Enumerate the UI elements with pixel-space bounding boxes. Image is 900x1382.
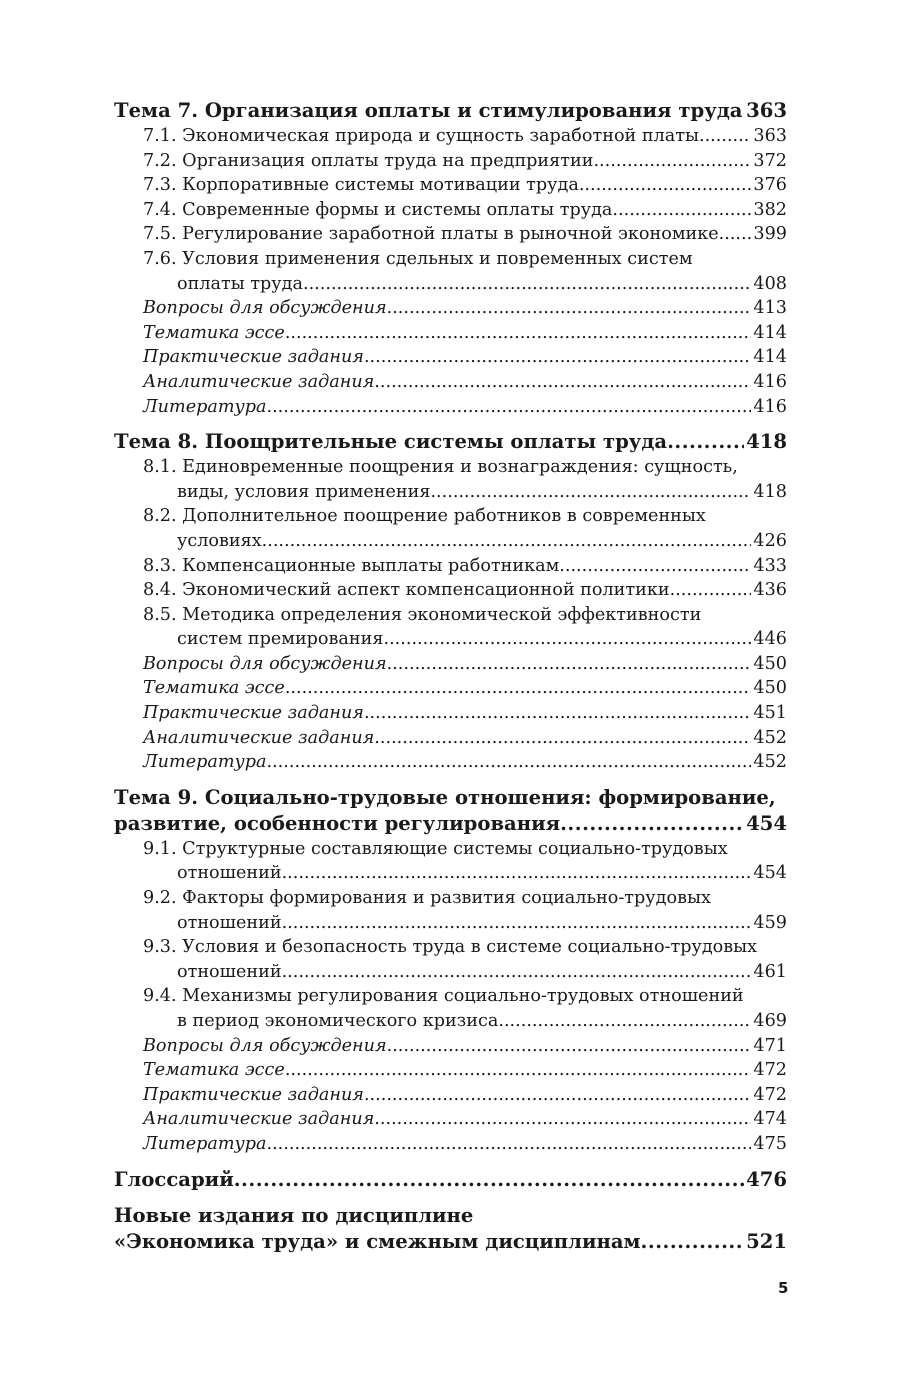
toc-extra-analytical[interactable] [143, 1107, 787, 1132]
leader-dots [387, 296, 752, 321]
toc-item[interactable] [114, 960, 787, 985]
toc-extra-title: Аналитические задания [143, 371, 375, 392]
toc-item-title: 8.4. Экономический аспект компенсационной политики [143, 580, 670, 601]
toc-page-number: 372 [753, 150, 787, 171]
leader-dots [282, 911, 752, 936]
leader-dots [670, 578, 752, 603]
toc-topic-title: Глоссарий [114, 1167, 234, 1191]
toc-item-line1[interactable]: 9.3. Условия и безопасность труда в системе социально-трудовых [143, 937, 758, 958]
toc-topic-title: развитие, особенности регулирования [114, 811, 561, 835]
toc-extra-title: Вопросы для обсуждения [143, 1035, 387, 1056]
leader-dots [234, 1167, 744, 1193]
toc-page-number: 376 [753, 175, 787, 196]
toc-page-number: 413 [753, 298, 787, 319]
toc-extra-title: Аналитические задания [143, 1109, 375, 1130]
toc-topic-8-items [114, 455, 787, 652]
toc-topic-9-extras [114, 1034, 787, 1157]
toc-extra-essay[interactable] [143, 676, 787, 701]
leader-dots [699, 124, 751, 149]
leader-dots [593, 149, 751, 174]
toc-page-number: 452 [753, 752, 787, 773]
toc-extra-questions[interactable] [143, 296, 787, 321]
toc-page-number: 418 [746, 430, 787, 454]
toc-page-number: 436 [753, 580, 787, 601]
toc-page-number: 459 [753, 912, 787, 933]
toc-item-title: оплаты труда [177, 273, 303, 294]
toc-extra-title: Практические задания [143, 703, 364, 724]
toc-extra-title: Литература [143, 1133, 267, 1154]
leader-dots [579, 173, 752, 198]
toc-new-editions[interactable] [114, 1229, 787, 1255]
leader-dots [262, 529, 752, 554]
leader-dots [560, 811, 744, 837]
toc-extra-title: Тематика эссе [143, 678, 285, 699]
toc-item-title: 7.5. Регулирование заработной платы в рыночной экономике [143, 224, 719, 245]
toc-page-number: 451 [753, 703, 787, 724]
leader-dots [364, 701, 751, 726]
toc-item[interactable] [114, 149, 787, 174]
toc-page-number: 382 [753, 199, 787, 220]
toc-page-number: 363 [753, 126, 787, 146]
toc-topic-title: Тема 7. Организация оплаты и стимулирования труда [114, 99, 743, 122]
toc-extra-title: Практические задания [143, 1084, 364, 1105]
toc-item[interactable] [114, 272, 787, 297]
toc-item[interactable] [114, 480, 787, 505]
leader-dots [303, 272, 751, 297]
toc-item[interactable] [114, 124, 787, 149]
toc-extra-title: Аналитические задания [143, 727, 375, 748]
toc-item-title: отношений [177, 863, 282, 884]
table-of-contents [114, 98, 787, 1255]
toc-extra-literature[interactable] [143, 750, 787, 775]
toc-item-title: в период экономического кризиса [177, 1011, 499, 1031]
leader-dots [285, 321, 752, 346]
toc-page-number: 363 [746, 99, 787, 122]
toc-extra-practical[interactable] [143, 1083, 787, 1108]
toc-topic-7[interactable] [114, 98, 787, 124]
toc-page-number: 426 [753, 530, 787, 551]
toc-extra-title: Литература [143, 396, 267, 417]
toc-item[interactable] [114, 627, 787, 652]
toc-item-line1[interactable]: 8.2. Дополнительное поощрение работников в современных [143, 506, 706, 527]
toc-topic-9[interactable] [114, 811, 787, 837]
toc-page-number: 469 [753, 1011, 787, 1031]
toc-page-number: 408 [753, 273, 787, 294]
toc-topic-8[interactable] [114, 429, 787, 455]
leader-dots [387, 652, 752, 677]
toc-page-number: 476 [746, 1167, 787, 1191]
leader-dots [383, 627, 751, 652]
toc-page-number: 416 [753, 371, 787, 392]
leader-dots [267, 1132, 752, 1157]
toc-item-title: 7.1. Экономическая природа и сущность заработной платы [143, 126, 699, 146]
toc-topic-8-extras [114, 652, 787, 775]
toc-item[interactable] [114, 554, 787, 579]
leader-dots [374, 370, 751, 395]
toc-extra-title: Тематика эссе [143, 322, 285, 343]
toc-page-number: 450 [753, 678, 787, 699]
leader-dots [612, 198, 751, 223]
toc-item[interactable] [114, 222, 787, 247]
toc-page-number: 416 [753, 396, 787, 417]
toc-extra-title: Литература [143, 752, 267, 773]
leader-dots [641, 1229, 745, 1255]
toc-page-number: 461 [753, 961, 787, 982]
toc-extra-essay[interactable] [143, 1058, 787, 1083]
leader-dots [267, 750, 752, 775]
page-number: 5 [778, 1279, 789, 1297]
toc-item-title: отношений [177, 912, 282, 933]
leader-dots [285, 676, 752, 701]
leader-dots [559, 554, 751, 579]
toc-item[interactable] [114, 173, 787, 198]
toc-new-editions-line1[interactable]: Новые издания по дисциплине [114, 1203, 474, 1227]
toc-glossary[interactable] [114, 1167, 787, 1193]
toc-extra-essay[interactable] [143, 321, 787, 346]
toc-item-line1[interactable]: 7.6. Условия применения сдельных и повременных систем [143, 248, 693, 269]
toc-extra-title: Тематика эссе [143, 1060, 285, 1081]
toc-page-number: 450 [753, 653, 787, 674]
toc-item-title: 7.4. Современные формы и системы оплаты труда [143, 199, 613, 220]
toc-extra-literature[interactable] [143, 1132, 787, 1157]
toc-extra-questions[interactable] [143, 652, 787, 677]
leader-dots [364, 345, 751, 370]
toc-item-title: систем премирования [177, 629, 384, 650]
toc-page-number: 474 [753, 1109, 787, 1130]
toc-item-line1[interactable]: 9.2. Факторы формирования и развития социально-трудовых [143, 888, 711, 909]
leader-dots [267, 395, 752, 420]
toc-item-title: 7.2. Организация оплаты труда на предприятии [143, 150, 594, 171]
toc-page-number: 399 [753, 224, 787, 245]
toc-page-number: 454 [753, 863, 787, 884]
leader-dots [374, 1107, 751, 1132]
toc-page-number: 433 [753, 555, 787, 576]
toc-item[interactable] [114, 861, 787, 886]
toc-item[interactable] [114, 529, 787, 554]
toc-page-number: 414 [753, 322, 787, 343]
toc-item-line1[interactable]: 9.1. Структурные составляющие системы социально-трудовых [143, 838, 728, 859]
toc-topic-7-items [114, 124, 787, 296]
toc-page-number: 454 [746, 811, 787, 835]
leader-dots [282, 861, 752, 886]
toc-extra-questions[interactable] [143, 1034, 787, 1059]
toc-item[interactable] [114, 198, 787, 223]
toc-extra-title: Практические задания [143, 347, 364, 368]
toc-extra-title: Вопросы для обсуждения [143, 298, 387, 319]
leader-dots [430, 480, 751, 505]
toc-extra-analytical[interactable] [143, 370, 787, 395]
toc-item-title: 7.3. Корпоративные системы мотивации труда [143, 175, 579, 196]
toc-extra-literature[interactable] [143, 395, 787, 420]
leader-dots [667, 429, 744, 455]
leader-dots [374, 726, 751, 751]
toc-page-number: 414 [753, 347, 787, 368]
toc-item-title: отношений [177, 961, 282, 982]
toc-topic-9-line1[interactable]: Тема 9. Социально-трудовые отношения: формирование, [114, 785, 776, 809]
leader-dots [498, 1009, 751, 1034]
toc-item-title: 8.3. Компенсационные выплаты работникам [143, 555, 560, 576]
toc-page-number: 472 [753, 1060, 787, 1081]
leader-dots [387, 1034, 752, 1059]
toc-extra-analytical[interactable] [143, 726, 787, 751]
leader-dots [282, 960, 752, 985]
toc-item-line1[interactable]: 8.1. Единовременные поощрения и вознаграждения: сущность, [143, 457, 738, 478]
toc-item-line1[interactable]: 8.5. Методика определения экономической эффективности [143, 604, 702, 625]
toc-topic-title: Тема 8. Поощрительные системы оплаты труда [114, 430, 668, 454]
toc-page-number: 418 [753, 481, 787, 502]
leader-dots [364, 1083, 751, 1108]
toc-page-number: 452 [753, 727, 787, 748]
toc-page-number: 521 [746, 1229, 787, 1253]
toc-item-title: условиях [177, 530, 262, 551]
toc-page-number: 475 [753, 1133, 787, 1154]
toc-page-number: 471 [753, 1035, 787, 1056]
toc-item[interactable] [114, 578, 787, 603]
toc-extra-title: Вопросы для обсуждения [143, 653, 387, 674]
leader-dots [285, 1058, 752, 1083]
toc-extra-practical[interactable] [143, 345, 787, 370]
toc-item[interactable] [114, 1009, 787, 1034]
toc-item-line1[interactable]: 9.4. Механизмы регулирования социально-трудовых отношений [143, 986, 744, 1007]
toc-extra-practical[interactable] [143, 701, 787, 726]
toc-page-number: 446 [753, 629, 787, 650]
toc-topic-9-items [114, 837, 787, 1034]
toc-item[interactable] [114, 911, 787, 936]
leader-dots [719, 222, 752, 247]
toc-item-title: виды, условия применения [177, 481, 431, 502]
toc-topic-title: «Экономика труда» и смежным дисциплинам [114, 1229, 641, 1253]
toc-topic-7-extras [114, 296, 787, 419]
toc-page-number: 472 [753, 1084, 787, 1105]
